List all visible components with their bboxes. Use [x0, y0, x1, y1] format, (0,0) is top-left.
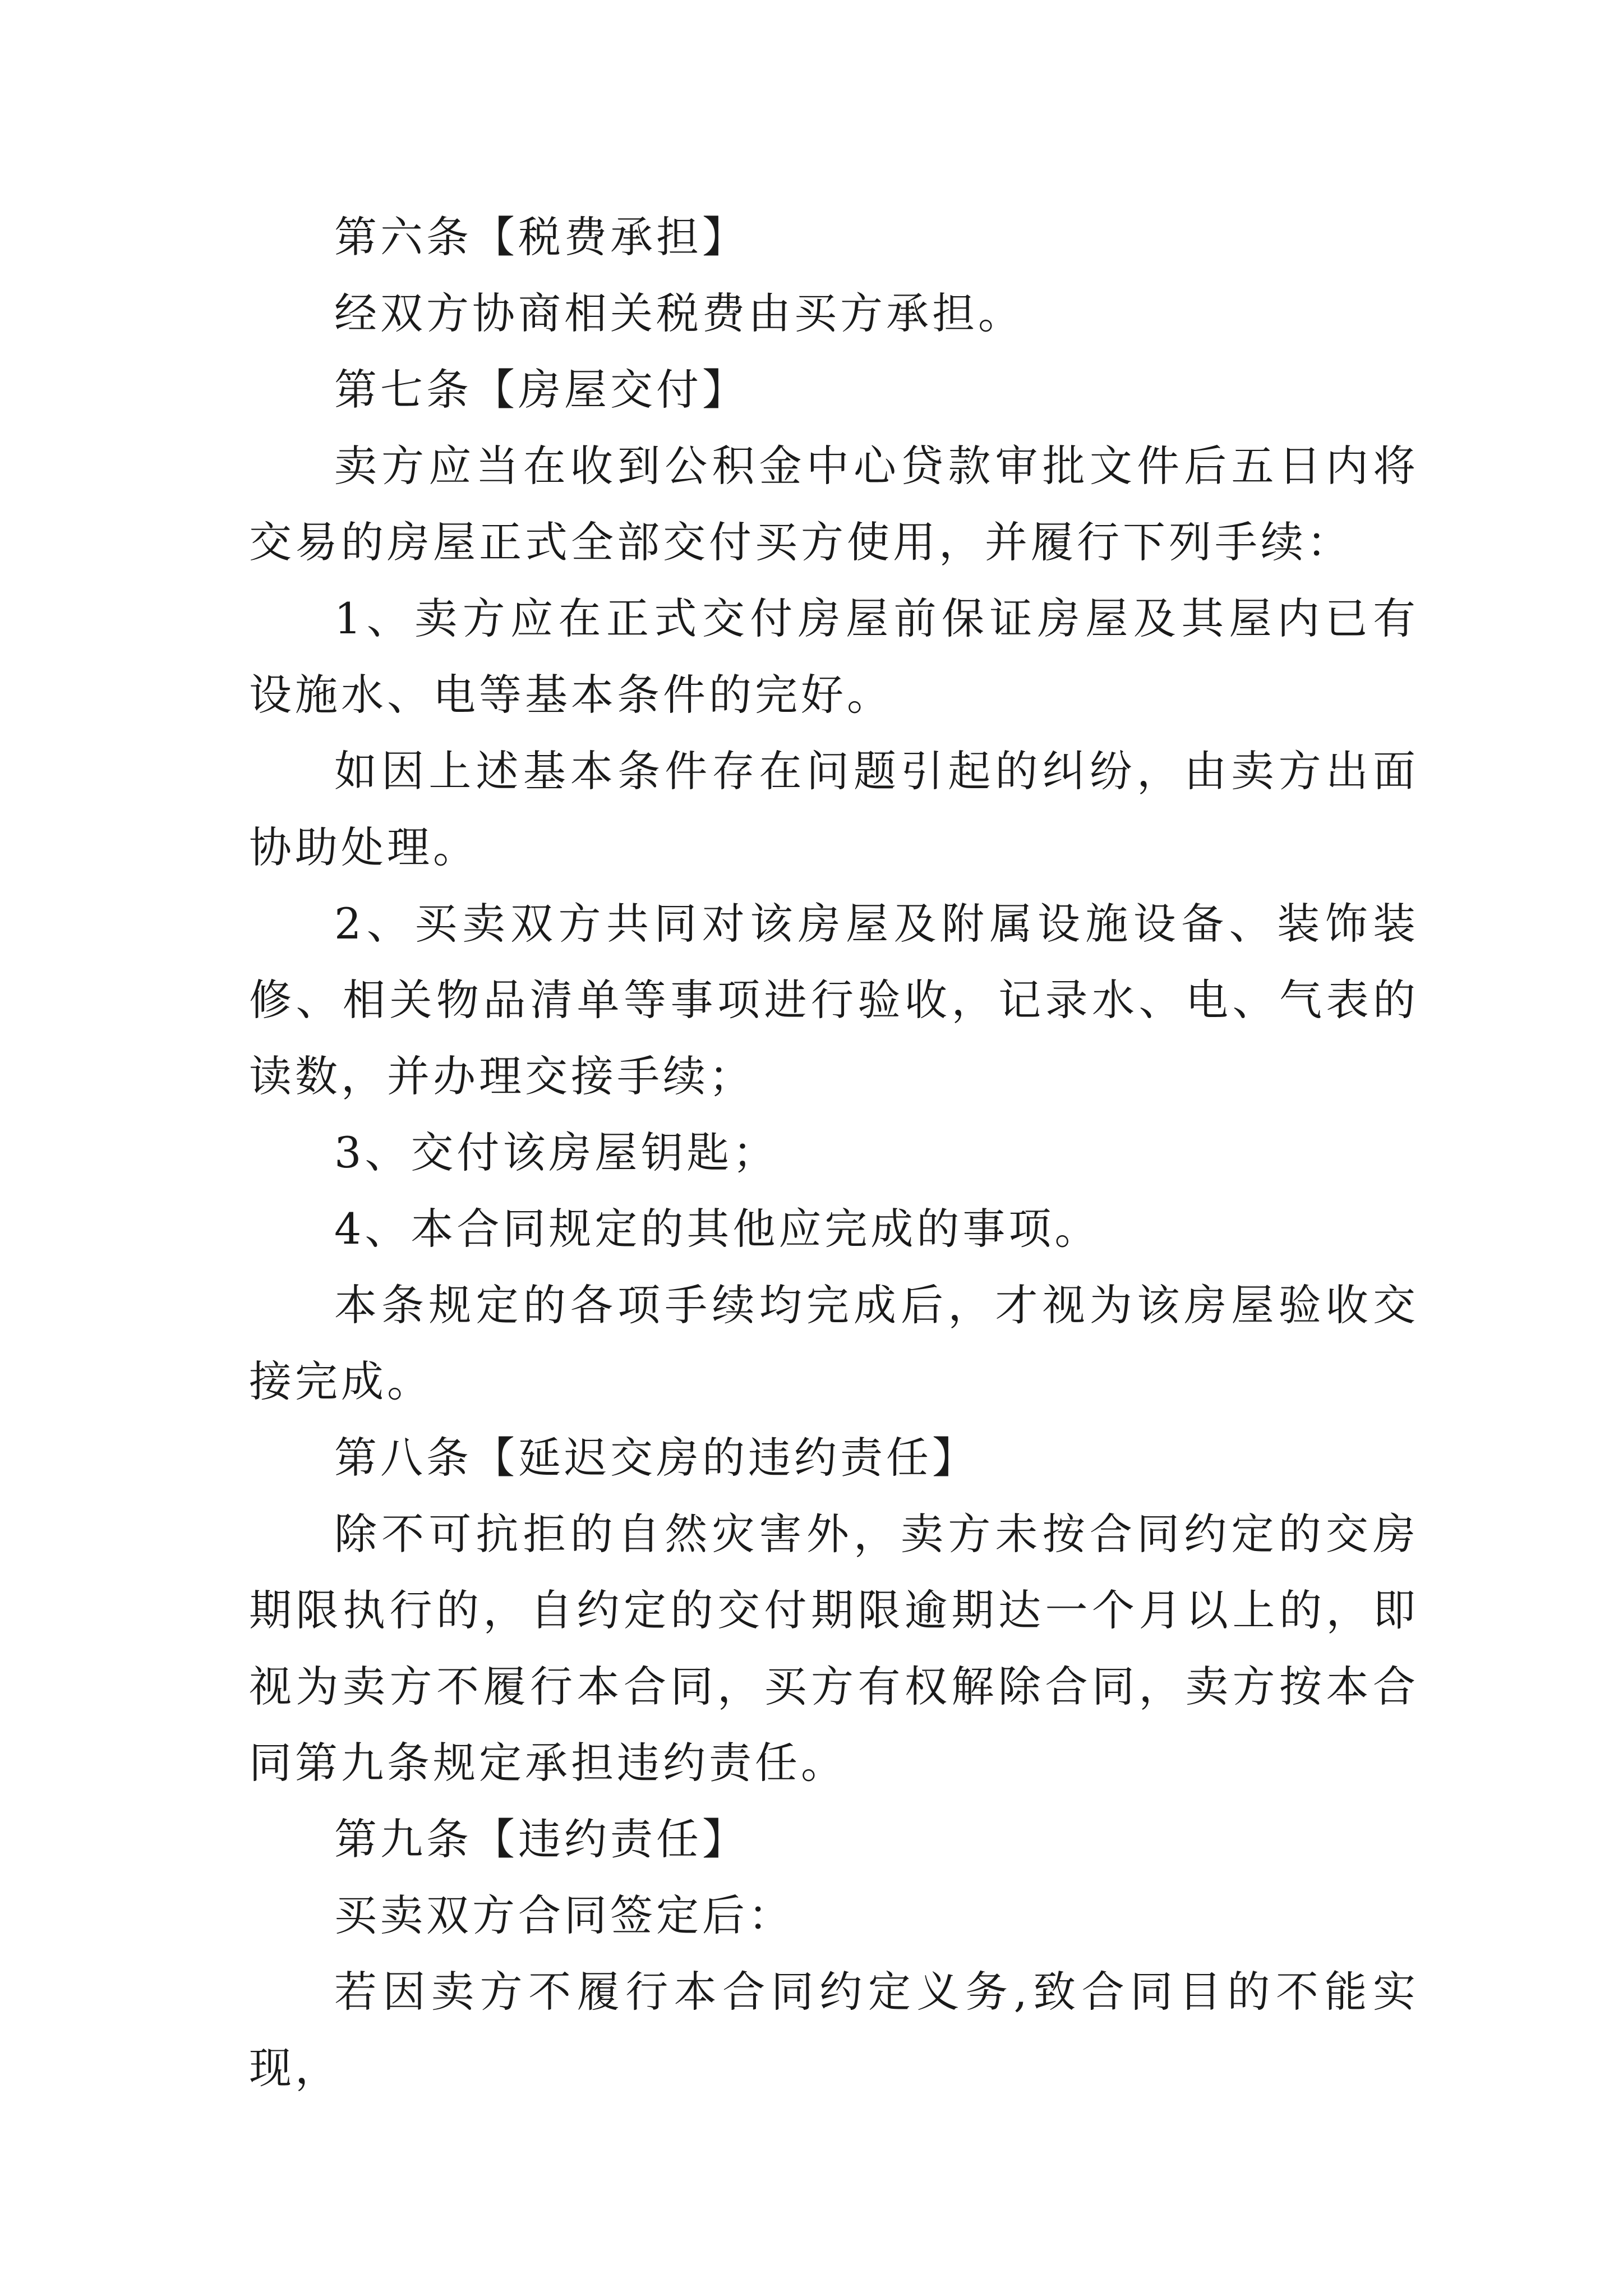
article-7-item-2: 2、买卖双方共同对该房屋及附属设施设备、装饰装修、相关物品清单等事项进行验收，记录水、电、气表的读数，并办理交接手续； [249, 899, 1419, 1101]
article-7-item-4: 4、本合同规定的其他应完成的事项。 [334, 1204, 1101, 1254]
article-9-heading: 第九条【违约责任】 [334, 1814, 748, 1864]
article-9-clause: 若因卖方不履行本合同约定义务,致合同目的不能实现， [249, 1967, 1419, 2093]
article-7-heading: 第七条【房屋交付】 [334, 365, 748, 415]
article-7-closing: 本条规定的各项手续均完成后，才视为该房屋验收交接完成。 [249, 1280, 1419, 1406]
article-8-heading: 第八条【延迟交房的违约责任】 [334, 1433, 978, 1483]
article-7-intro: 卖方应当在收到公积金中心贷款审批文件后五日内将交易的房屋正式全部交付买方使用，并履行下列手续： [249, 441, 1419, 567]
article-7-item-3: 3、交付该房屋钥匙； [334, 1128, 779, 1177]
article-7-item-1-note: 如因上述基本条件存在问题引起的纠纷，由卖方出面协助处理。 [249, 746, 1419, 872]
article-6-text: 经双方协商相关税费由买方承担。 [334, 288, 1024, 338]
article-6-heading: 第六条【税费承担】 [334, 212, 748, 262]
article-9-intro: 买卖双方合同签定后： [334, 1890, 794, 1940]
article-7-item-1: 1、卖方应在正式交付房屋前保证房屋及其屋内已有设施水、电等基本条件的完好。 [249, 593, 1419, 720]
document-body [249, 199, 1419, 2106]
article-8-text: 除不可抗拒的自然灾害外，卖方未按合同约定的交房期限执行的，自约定的交付期限逾期达一个月以上的，即视为卖方不履行本合同，买方有权解除合同，卖方按本合同第九条规定承担违约责任。 [249, 1509, 1419, 1788]
